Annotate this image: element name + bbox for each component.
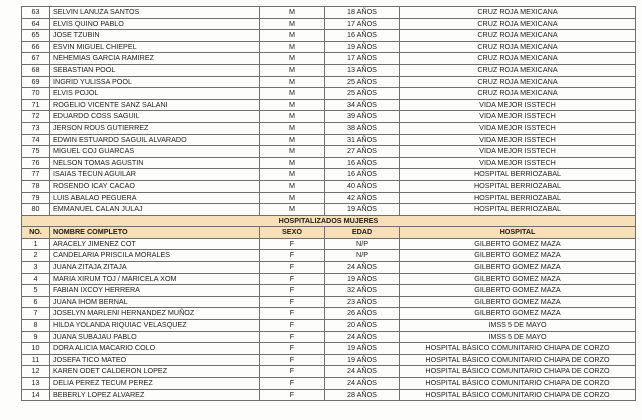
patient-age: 32 AÑOS — [325, 285, 400, 297]
table-row — [22, 88, 636, 100]
patient-name: ELVIS QUINO PABLO — [50, 18, 260, 30]
patient-sex: F — [260, 378, 325, 390]
patient-hospital: CRUZ ROJA MEXICANA — [400, 18, 636, 30]
table-row — [22, 331, 636, 343]
patient-hospital: HOSPITAL BÁSICO COMUNITARIO CHIAPA DE CORZO — [400, 366, 636, 378]
header-name: NOMBRE COMPLETO — [50, 227, 260, 239]
patient-sex: M — [260, 7, 325, 19]
row-number: 8 — [22, 320, 50, 332]
patient-age: 24 AÑOS — [325, 366, 400, 378]
table-row — [22, 157, 636, 169]
patient-hospital: HOSPITAL BERRIOZABAL — [400, 169, 636, 181]
row-number: 70 — [22, 88, 50, 100]
row-number: 80 — [22, 204, 50, 216]
row-number: 14 — [22, 389, 50, 401]
patient-name: JUANA ZITAJA ZITAJA — [50, 262, 260, 274]
patient-name: HILDA YOLANDA RIQUIAC VELASQUEZ — [50, 320, 260, 332]
table-row — [22, 180, 636, 192]
patient-hospital: HOSPITAL BERRIOZABAL — [400, 192, 636, 204]
patient-name: DORA ALICIA MACARIO COLO — [50, 343, 260, 355]
patient-hospital: IMSS 5 DE MAYO — [400, 331, 636, 343]
patient-sex: M — [260, 88, 325, 100]
table-row — [22, 285, 636, 297]
patient-age: 38 AÑOS — [325, 122, 400, 134]
patient-sex: F — [260, 262, 325, 274]
table-row — [22, 18, 636, 30]
patient-sex: M — [260, 64, 325, 76]
patient-name: JOSEFA TICO MATEO — [50, 354, 260, 366]
patient-sex: M — [260, 192, 325, 204]
row-number: 77 — [22, 169, 50, 181]
row-number: 73 — [22, 122, 50, 134]
patient-hospital: HOSPITAL BERRIOZABAL — [400, 180, 636, 192]
patient-hospital: GILBERTO GOMEZ MAZA — [400, 250, 636, 262]
table-row — [22, 192, 636, 204]
patient-name: ARACELY JIMENEZ COT — [50, 238, 260, 250]
table-row — [22, 378, 636, 390]
patient-hospital: CRUZ ROJA MEXICANA — [400, 41, 636, 53]
row-number: 67 — [22, 53, 50, 65]
patient-name: SEBASTIAN POOL — [50, 64, 260, 76]
patient-name: NELSON TOMAS AGUSTIN — [50, 157, 260, 169]
table-row — [22, 111, 636, 123]
patient-name: MARIA XIRUM TOJ / MARICELA XOM — [50, 273, 260, 285]
patient-hospital: HOSPITAL BERRIOZABAL — [400, 204, 636, 216]
patient-hospital: HOSPITAL BÁSICO COMUNITARIO CHIAPA DE CORZO — [400, 378, 636, 390]
table-row — [22, 273, 636, 285]
patient-sex: M — [260, 41, 325, 53]
patient-sex: F — [260, 366, 325, 378]
table-row — [22, 204, 636, 216]
patient-age: 25 AÑOS — [325, 88, 400, 100]
patient-age: 39 AÑOS — [325, 111, 400, 123]
row-number: 3 — [22, 262, 50, 274]
patient-age: 16 AÑOS — [325, 169, 400, 181]
row-number: 64 — [22, 18, 50, 30]
patient-sex: F — [260, 273, 325, 285]
patient-sex: M — [260, 122, 325, 134]
table-row — [22, 320, 636, 332]
patient-sex: M — [260, 169, 325, 181]
table-row — [22, 366, 636, 378]
row-number: 68 — [22, 64, 50, 76]
patient-sex: F — [260, 238, 325, 250]
row-number: 69 — [22, 76, 50, 88]
patient-hospital: CRUZ ROJA MEXICANA — [400, 64, 636, 76]
patient-sex: M — [260, 30, 325, 42]
patient-sex: M — [260, 99, 325, 111]
women-section — [22, 215, 636, 238]
patient-age: 24 AÑOS — [325, 262, 400, 274]
row-number: 74 — [22, 134, 50, 146]
patient-age: 24 AÑOS — [325, 331, 400, 343]
patient-age: 17 AÑOS — [325, 18, 400, 30]
row-number: 11 — [22, 354, 50, 366]
row-number: 9 — [22, 331, 50, 343]
patient-hospital: GILBERTO GOMEZ MAZA — [400, 308, 636, 320]
patient-name: JOSELYN MARLENI HERNANDEZ MUÑOZ — [50, 308, 260, 320]
patient-hospital: GILBERTO GOMEZ MAZA — [400, 285, 636, 297]
patient-age: 20 AÑOS — [325, 320, 400, 332]
table-row — [22, 250, 636, 262]
section-title-row — [22, 215, 636, 227]
patient-age: 42 AÑOS — [325, 192, 400, 204]
patient-name: EMMANUEL CALAN JULAJ — [50, 204, 260, 216]
table-row — [22, 99, 636, 111]
patient-name: DELIA PEREZ TECUM PEREZ — [50, 378, 260, 390]
table-row — [22, 76, 636, 88]
row-number: 79 — [22, 192, 50, 204]
patient-hospital: GILBERTO GOMEZ MAZA — [400, 273, 636, 285]
patient-name: SELVIN LANUZA SANTOS — [50, 7, 260, 19]
row-number: 12 — [22, 366, 50, 378]
table-row — [22, 64, 636, 76]
row-number: 5 — [22, 285, 50, 297]
patient-name: JERSON ROUS GUTIERREZ — [50, 122, 260, 134]
patient-sex: F — [260, 354, 325, 366]
patient-sex: F — [260, 343, 325, 355]
patient-name: ISAIAS TECUN AGUILAR — [50, 169, 260, 181]
patient-hospital: GILBERTO GOMEZ MAZA — [400, 238, 636, 250]
patient-sex: F — [260, 308, 325, 320]
row-number: 65 — [22, 30, 50, 42]
row-number: 71 — [22, 99, 50, 111]
patient-name: ELVIS POJOL — [50, 88, 260, 100]
row-number: 63 — [22, 7, 50, 19]
table-row — [22, 169, 636, 181]
row-number: 75 — [22, 146, 50, 158]
patient-hospital: VIDA MEJOR ISSTECH — [400, 111, 636, 123]
table-row — [22, 30, 636, 42]
patient-sex: M — [260, 146, 325, 158]
patient-name: ROGELIO VICENTE SANZ SALANI — [50, 99, 260, 111]
patient-sex: M — [260, 76, 325, 88]
header-sex: SEXO — [260, 227, 325, 239]
patient-hospital: CRUZ ROJA MEXICANA — [400, 30, 636, 42]
patient-name: JUANA SUBAJAU PABLO — [50, 331, 260, 343]
patient-name: CANDELARIA PRISCILA MORALES — [50, 250, 260, 262]
table-row — [22, 53, 636, 65]
table-row — [22, 122, 636, 134]
patient-name: NEHEMIAS GARCIA RAMIREZ — [50, 53, 260, 65]
row-number: 7 — [22, 308, 50, 320]
patient-name: ROSENDO ICAY CACAO — [50, 180, 260, 192]
patient-sex: M — [260, 111, 325, 123]
patient-hospital: VIDA MEJOR ISSTECH — [400, 134, 636, 146]
header-no: NO. — [22, 227, 50, 239]
patient-age: 13 AÑOS — [325, 64, 400, 76]
patient-age: 16 AÑOS — [325, 30, 400, 42]
header-age: EDAD — [325, 227, 400, 239]
patient-sex: M — [260, 134, 325, 146]
patient-age: 19 AÑOS — [325, 204, 400, 216]
table-row — [22, 262, 636, 274]
patient-hospital: HOSPITAL BÁSICO COMUNITARIO CHIAPA DE CORZO — [400, 389, 636, 401]
patient-hospital: GILBERTO GOMEZ MAZA — [400, 262, 636, 274]
patient-hospital: HOSPITAL BÁSICO COMUNITARIO CHIAPA DE CORZO — [400, 354, 636, 366]
patient-age: 28 AÑOS — [325, 389, 400, 401]
patient-name: EDWIN ESTUARDO SAGUIL ALVARADO — [50, 134, 260, 146]
patient-hospital: VIDA MEJOR ISSTECH — [400, 146, 636, 158]
patient-age: 31 AÑOS — [325, 134, 400, 146]
table-row — [22, 343, 636, 355]
patient-age: 19 AÑOS — [325, 343, 400, 355]
patient-sex: F — [260, 285, 325, 297]
patient-name: BEBERLY LOPEZ ALVAREZ — [50, 389, 260, 401]
patient-hospital: HOSPITAL BÁSICO COMUNITARIO CHIAPA DE CORZO — [400, 343, 636, 355]
patient-hospital: VIDA MEJOR ISSTECH — [400, 157, 636, 169]
patient-age: 24 AÑOS — [325, 378, 400, 390]
patient-hospital: VIDA MEJOR ISSTECH — [400, 99, 636, 111]
patient-age: 27 AÑOS — [325, 146, 400, 158]
patients-table — [21, 6, 636, 401]
row-number: 72 — [22, 111, 50, 123]
patient-sex: M — [260, 18, 325, 30]
patient-name: FABIAN IXCOY HERRERA — [50, 285, 260, 297]
patient-hospital: IMSS 5 DE MAYO — [400, 320, 636, 332]
row-number: 66 — [22, 41, 50, 53]
patient-hospital: GILBERTO GOMEZ MAZA — [400, 296, 636, 308]
section-title: HOSPITALIZADOS MUJERES — [22, 215, 636, 227]
row-number: 10 — [22, 343, 50, 355]
patient-age: 19 AÑOS — [325, 41, 400, 53]
column-headers-row — [22, 227, 636, 239]
patient-age: 19 AÑOS — [325, 273, 400, 285]
patient-name: EDUARDO COSS SAGUIL — [50, 111, 260, 123]
women-rows — [22, 238, 636, 400]
patient-name: KAREN ODET CALDERON LOPEZ — [50, 366, 260, 378]
patient-sex: M — [260, 53, 325, 65]
table-row — [22, 7, 636, 19]
table-row — [22, 389, 636, 401]
men-rows — [22, 7, 636, 216]
patient-name: INGRID YULISSA POOL — [50, 76, 260, 88]
patient-name: LUIS ABALAO PEGUERA — [50, 192, 260, 204]
patient-age: 25 AÑOS — [325, 76, 400, 88]
row-number: 78 — [22, 180, 50, 192]
header-hospital: HOSPITAL — [400, 227, 636, 239]
table-row — [22, 296, 636, 308]
patient-age: 40 AÑOS — [325, 180, 400, 192]
patient-hospital: CRUZ ROJA MEXICANA — [400, 88, 636, 100]
table-row — [22, 308, 636, 320]
patient-age: N/P — [325, 250, 400, 262]
patient-hospital: VIDA MEJOR ISSTECH — [400, 122, 636, 134]
patient-name: JOSE TZUBIN — [50, 30, 260, 42]
table-row — [22, 354, 636, 366]
patient-age: 19 AÑOS — [325, 354, 400, 366]
patient-hospital: CRUZ ROJA MEXICANA — [400, 53, 636, 65]
row-number: 76 — [22, 157, 50, 169]
patient-sex: F — [260, 320, 325, 332]
patient-age: 17 AÑOS — [325, 53, 400, 65]
patient-sex: M — [260, 157, 325, 169]
patient-age: 26 AÑOS — [325, 308, 400, 320]
patient-hospital: CRUZ ROJA MEXICANA — [400, 7, 636, 19]
patient-age: 18 AÑOS — [325, 7, 400, 19]
table-row — [22, 41, 636, 53]
patient-sex: F — [260, 296, 325, 308]
patient-name: ESVIN MIGUEL CHIEPEL — [50, 41, 260, 53]
row-number: 2 — [22, 250, 50, 262]
patient-sex: M — [260, 180, 325, 192]
patient-age: N/P — [325, 238, 400, 250]
table-row — [22, 134, 636, 146]
patient-age: 34 AÑOS — [325, 99, 400, 111]
patient-sex: F — [260, 389, 325, 401]
row-number: 6 — [22, 296, 50, 308]
patient-sex: M — [260, 204, 325, 216]
patient-name: MIGUEL COJ GUARCAS — [50, 146, 260, 158]
row-number: 1 — [22, 238, 50, 250]
patient-age: 16 AÑOS — [325, 157, 400, 169]
patient-sex: F — [260, 331, 325, 343]
table-row — [22, 238, 636, 250]
patient-age: 23 AÑOS — [325, 296, 400, 308]
table-row — [22, 146, 636, 158]
row-number: 4 — [22, 273, 50, 285]
patient-hospital: CRUZ ROJA MEXICANA — [400, 76, 636, 88]
row-number: 13 — [22, 378, 50, 390]
patient-sex: F — [260, 250, 325, 262]
patient-name: JUANA IHOM BERNAL — [50, 296, 260, 308]
